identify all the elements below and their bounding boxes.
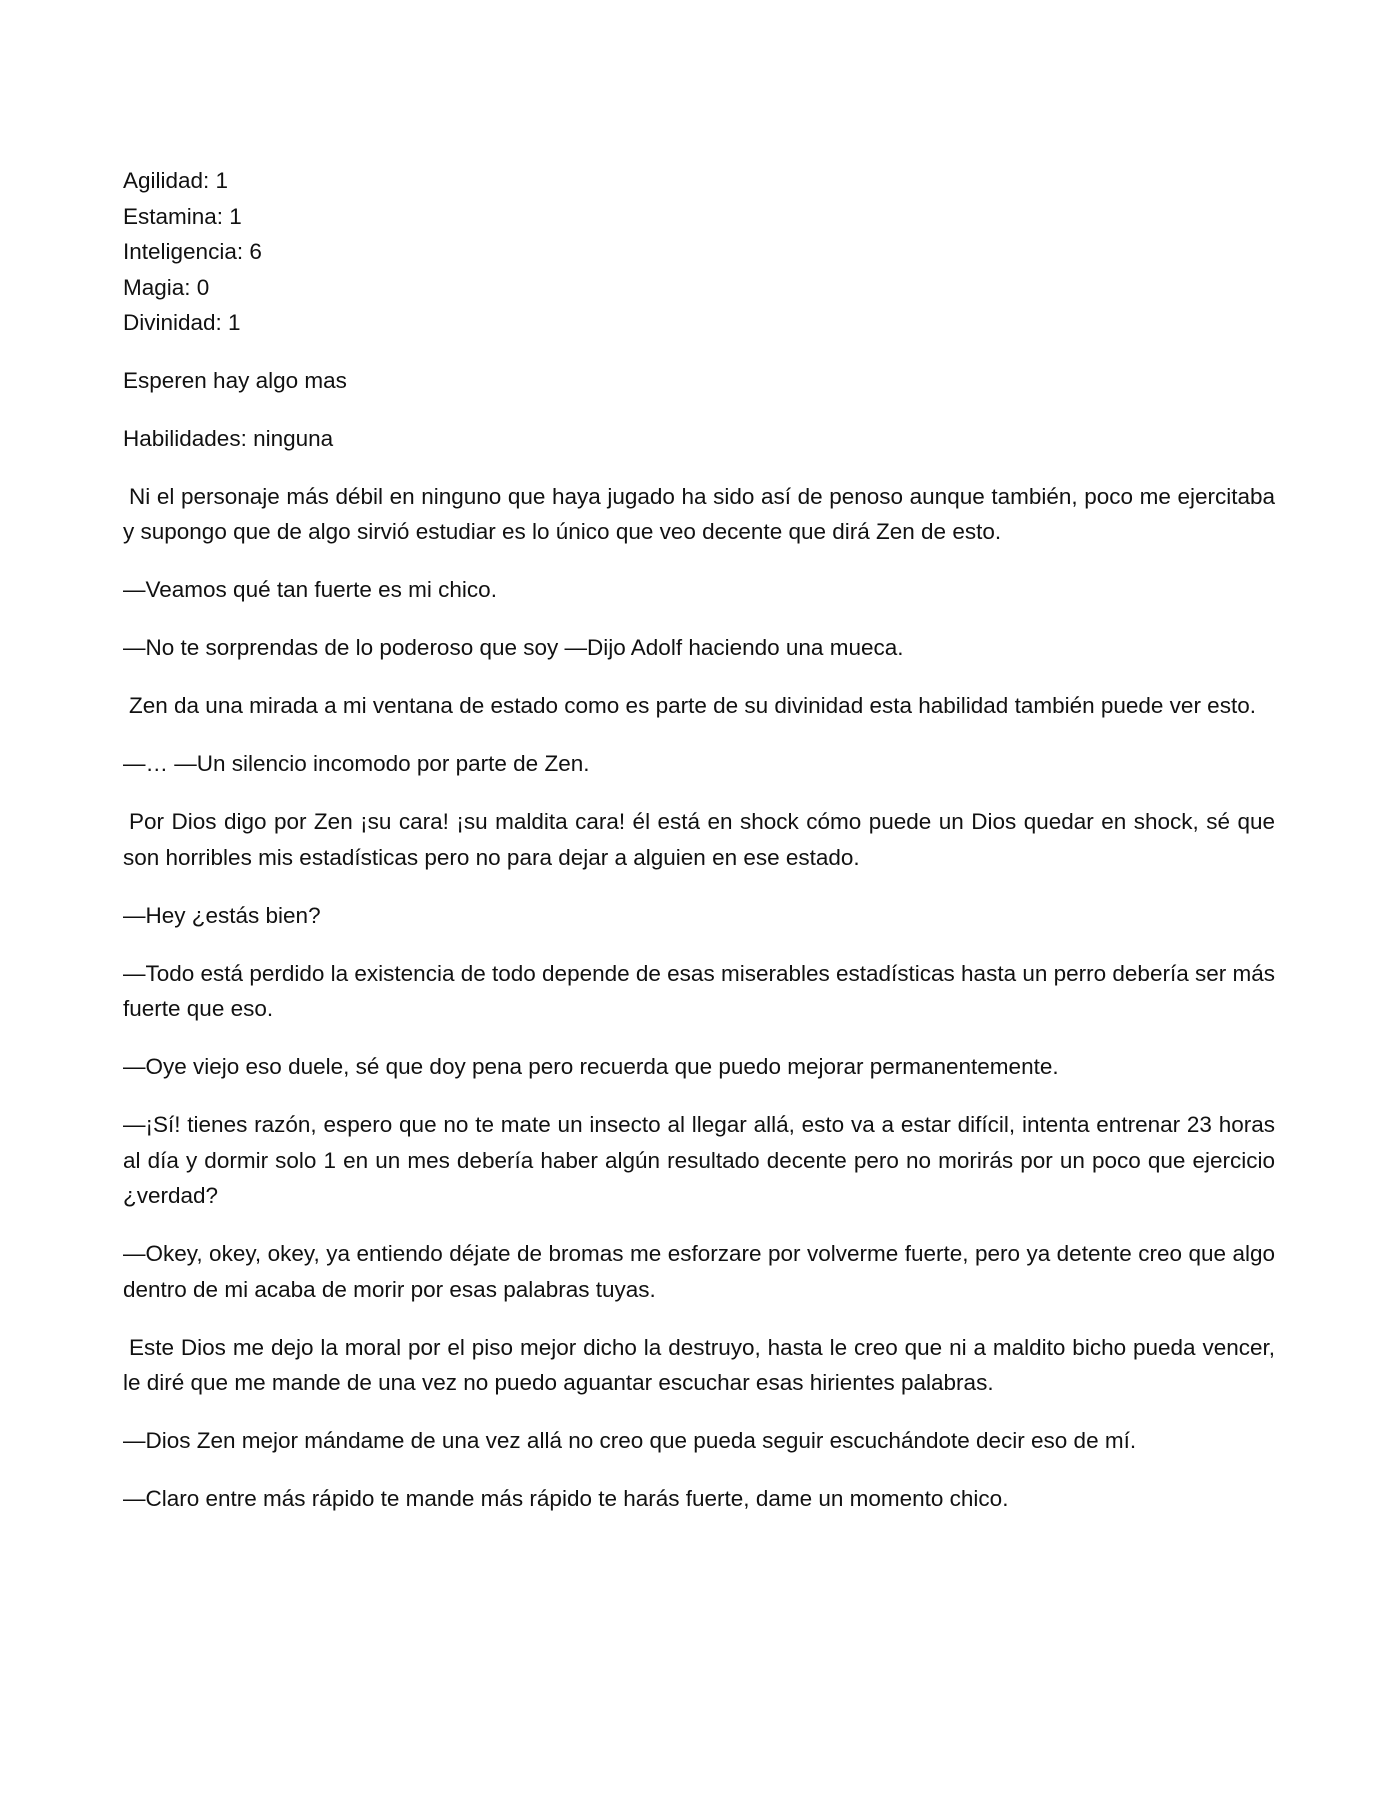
dialogue-line: —No te sorprendas de lo poderoso que soy —Dijo Adolf haciendo una mueca.	[123, 635, 904, 660]
dialogue-line: —Veamos qué tan fuerte es mi chico.	[123, 577, 497, 602]
dialogue-line: —Hey ¿estás bien?	[123, 902, 321, 928]
dialogue-line: —¡Sí! tienes razón, espero que no te mate un insecto al llegar allá, esto va a estar difícil, intenta entrenar 23 horas al día y dormir solo 1 en un mes debería haber algún resultado decente pero no morirás por un poco que ejercicio ¿verdad?	[123, 1112, 1275, 1208]
dialogue-line: —Okey, okey, okey, ya entiendo déjate de bromas me esforzare por volverme fuerte, pero ya detente creo que algo dentro de mi acaba de morir por esas palabras tuyas.	[123, 1241, 1275, 1302]
stat-magia: Magia: 0	[123, 274, 210, 300]
paragraph: Zen da una mirada a mi ventana de estado como es parte de su divinidad esta habilidad también puede ver esto.	[129, 693, 1256, 718]
dialogue-line: —Claro entre más rápido te mande más rápido te harás fuerte, dame un momento chico.	[123, 1486, 1009, 1511]
paragraph: Habilidades: ninguna	[123, 425, 334, 451]
stat-estamina: Estamina: 1	[123, 203, 242, 229]
dialogue-line: —… —Un silencio incomodo por parte de Zen.	[123, 751, 590, 776]
stat-divinidad: Divinidad: 1	[123, 310, 241, 335]
paragraph: Ni el personaje más débil en ninguno que haya jugado ha sido así de penoso aunque también, poco me ejercitaba y supongo que de algo sirvió estudiar es lo único que veo decente que dirá Zen de esto.	[123, 483, 1275, 544]
dialogue-line: —Oye viejo eso duele, sé que doy pena pero recuerda que puedo mejorar permanentemente.	[123, 1054, 1059, 1079]
dialogue-line: —Todo está perdido la existencia de todo depende de esas miserables estadísticas hasta un perro debería ser más fuerte que eso.	[123, 960, 1275, 1021]
paragraph: Por Dios digo por Zen ¡su cara! ¡su maldita cara! él está en shock cómo puede un Dios quedar en shock, sé que son horribles mis estadísticas pero no para dejar a alguien en ese estado.	[123, 809, 1275, 870]
stats-block	[123, 163, 1275, 341]
dialogue-line: —Dios Zen mejor mándame de una vez allá no creo que pueda seguir escuchándote decir eso de mí.	[123, 1428, 1137, 1453]
paragraph: Este Dios me dejo la moral por el piso mejor dicho la destruyo, hasta le creo que ni a maldito bicho pueda vencer, le diré que me mande de una vez no puedo aguantar escuchar esas hirientes palabras.	[123, 1334, 1275, 1395]
stat-inteligencia: Inteligencia: 6	[123, 239, 262, 264]
paragraph: Esperen hay algo mas	[123, 367, 347, 393]
stat-agilidad: Agilidad: 1	[123, 168, 229, 193]
document-page	[123, 163, 1275, 1539]
